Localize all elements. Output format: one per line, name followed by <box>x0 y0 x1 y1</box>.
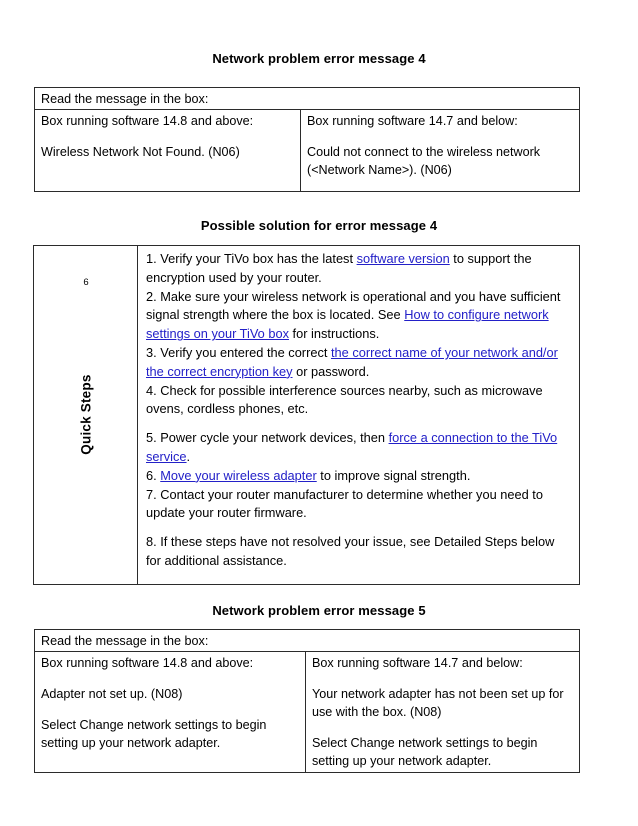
read-message-label: Read the message in the box: <box>41 92 209 106</box>
column-header-right: Box running software 14.7 and below: <box>307 114 518 128</box>
step-number: 4. <box>146 382 157 398</box>
software-14-8-cell <box>35 110 301 191</box>
error-instruction-text: Select Change network settings to begin setting up your network adapter. <box>312 735 538 768</box>
step-number: 3. <box>146 344 157 360</box>
step-hyperlink[interactable]: the correct name of your network and/or the correct encryption key <box>146 344 558 379</box>
step-number: 1. <box>146 251 157 266</box>
software-14-8-cell <box>35 652 306 772</box>
quick-steps-label-cell <box>34 246 138 584</box>
error-message-4-table <box>34 87 580 192</box>
quick-steps-list <box>138 246 579 584</box>
spacer <box>41 704 299 717</box>
step-text: Power cycle your network devices, then <box>156 430 389 446</box>
step-text: Check for possible interference sources nearby, such as microwave ovens, cordless phones, etc. <box>146 382 543 417</box>
spacer <box>146 523 571 533</box>
column-header-left: Box running software 14.8 and above: <box>41 656 254 670</box>
error-message-text: Wireless Network Not Found. (N06) <box>41 144 240 159</box>
spacer <box>41 673 299 686</box>
quick-step-item <box>146 288 571 344</box>
quick-step-item <box>146 382 571 420</box>
step-hyperlink[interactable]: Move your wireless adapter <box>160 467 317 483</box>
read-message-label: Read the message in the box: <box>41 634 209 648</box>
step-text: Verify you entered the correct <box>156 344 331 360</box>
step-text: to improve signal strength. <box>316 467 471 483</box>
software-14-7-cell <box>306 652 579 772</box>
spacer <box>312 673 573 686</box>
step-text: Make sure your wireless network is operational and you have sufficient signal strength where the box is located. See <box>146 288 561 323</box>
row-number: 6 <box>83 277 89 288</box>
step-text: for instructions. <box>288 326 380 342</box>
step-number: 5. <box>146 430 157 446</box>
step-hyperlink[interactable]: force a connection to the TiVo service <box>146 430 558 464</box>
quick-step-item <box>146 467 571 486</box>
step-text: Verify your TiVo box has the latest <box>156 251 357 266</box>
error-message-text: Your network adapter has not been set up for use with the box. (N08) <box>312 686 564 719</box>
step-number: 6. <box>146 467 157 483</box>
section-heading-error-5: Network problem error message 5 <box>212 603 426 618</box>
quick-step-item <box>146 486 571 524</box>
spacer <box>41 131 294 144</box>
section-heading-error-4: Network problem error message 4 <box>212 51 426 66</box>
step-number: 7. <box>146 486 157 502</box>
step-text: Contact your router manufacturer to determine whether you need to update your router firmware. <box>146 486 543 521</box>
quick-steps-rotated-label <box>34 246 138 584</box>
section-heading-solution-4: Possible solution for error message 4 <box>200 218 438 233</box>
error-message-text: Could not connect to the wireless network (<Network Name>). (N06) <box>307 144 541 177</box>
quick-step-item <box>146 429 571 467</box>
solution-4-table <box>33 245 580 585</box>
spacer <box>146 419 571 429</box>
step-hyperlink[interactable]: software version <box>356 251 450 266</box>
error-message-5-table <box>34 629 580 773</box>
column-header-left: Box running software 14.8 and above: <box>41 114 254 128</box>
step-text: or password. <box>292 363 370 379</box>
step-number: 2. <box>146 288 157 304</box>
table-row <box>35 110 579 191</box>
error-instruction-text: Select Change network settings to begin setting up your network adapter. <box>41 717 267 750</box>
spacer <box>312 722 573 735</box>
table-row <box>35 630 579 652</box>
table-row <box>35 88 579 110</box>
error-message-text: Adapter not set up. (N08) <box>41 686 183 701</box>
table-row <box>35 652 579 772</box>
quick-step-item <box>146 344 571 382</box>
step-text: If these steps have not resolved your issue, see Detailed Steps below for additional assistance. <box>146 534 555 568</box>
software-14-7-cell <box>301 110 579 191</box>
table-row <box>34 246 579 584</box>
quick-step-item <box>146 533 571 571</box>
quick-steps-label-text: Quick Steps <box>78 374 94 456</box>
quick-step-item <box>146 250 571 288</box>
column-header-right: Box running software 14.7 and below: <box>312 656 523 670</box>
step-hyperlink[interactable]: How to configure network settings on your TiVo box <box>146 307 549 342</box>
spacer <box>307 131 573 144</box>
step-text: to support the encryption used by your router. <box>146 251 532 285</box>
step-number: 8. <box>146 534 157 550</box>
step-text: . <box>186 448 191 464</box>
